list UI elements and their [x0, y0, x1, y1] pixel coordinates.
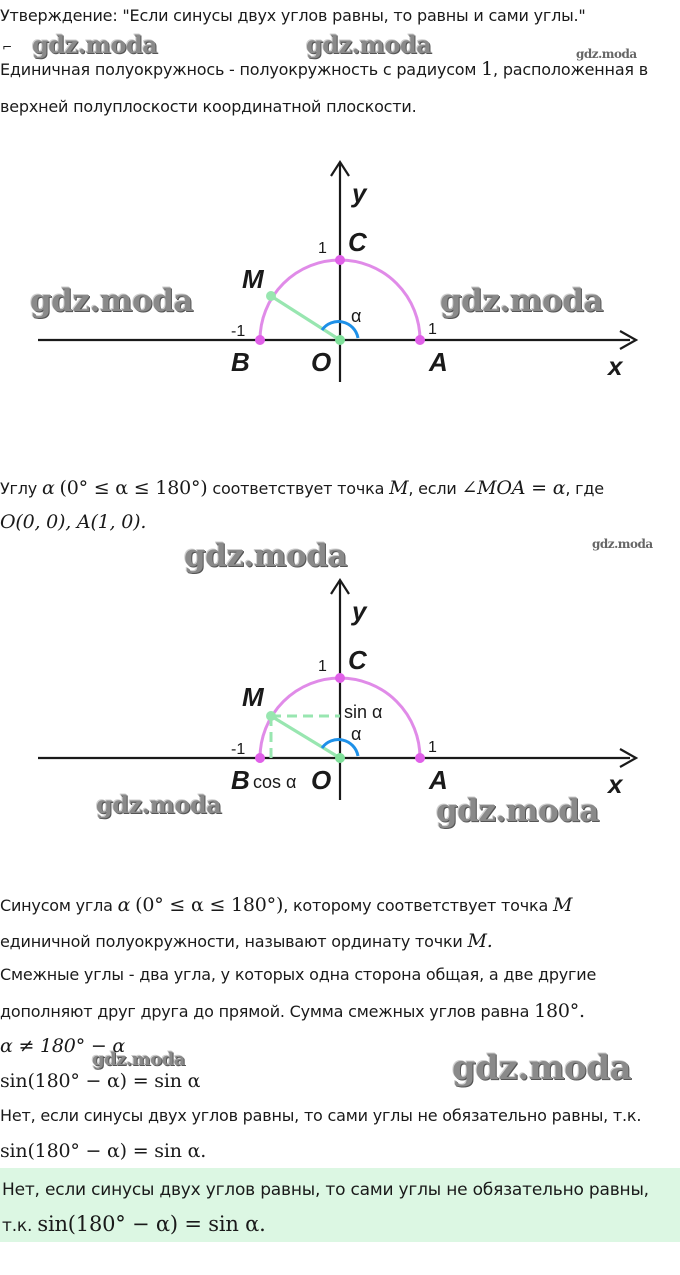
label-c: C [348, 645, 367, 675]
label-y: y [352, 178, 367, 208]
radius-om [271, 716, 340, 758]
label-o: O [311, 765, 332, 795]
watermark: gdz.moda [452, 1048, 632, 1088]
label-one-right: 1 [428, 739, 437, 756]
watermark: gdz.moda [32, 30, 158, 59]
conclusion-line1: Нет, если синусы двух углов равны, то сами углы не обязательно равны, т.к. [0, 1106, 642, 1125]
label-m: M [242, 264, 264, 294]
label-x: x [608, 351, 623, 381]
label-one-right: 1 [428, 321, 437, 338]
label-cos-alpha: cos α [253, 772, 297, 792]
answer-line2: т.к. sin(180° − α) = sin α. [2, 1212, 266, 1236]
label-minus-one: -1 [231, 323, 246, 340]
point-b [255, 753, 265, 763]
formula-sine-identity: sin(180° − α) = sin α [0, 1070, 201, 1092]
conclusion-formula: sin(180° − α) = sin α. [0, 1140, 207, 1162]
sine-cosine-figure [0, 568, 680, 808]
point-a [415, 753, 425, 763]
radius-om [271, 296, 340, 340]
formula-not-equal: α ≠ 180° − α [0, 1035, 126, 1057]
label-one-top: 1 [318, 658, 327, 675]
watermark: gdz.moda [306, 30, 432, 59]
adjacent-angles-line2: дополняют друг друга до прямой. Сумма смежных углов равна 180°. [0, 1000, 585, 1022]
semicircle-definition: Единичная полуокружнось - полуокружность с радиусом 1, расположенная в [0, 58, 648, 80]
watermark: gdz.moda [30, 283, 193, 319]
watermark: gdz.moda [440, 283, 603, 319]
label-b: B [231, 765, 250, 795]
semicircle-definition-line2: верхней полуплоскости координатной плоскости. [0, 97, 417, 116]
angle-correspondence: Углу α (0° ≤ α ≤ 180°) соответствует точка M, если ∠MOA = α, где [0, 477, 604, 499]
point-m [266, 711, 276, 721]
label-a: A [429, 347, 448, 377]
watermark: gdz.moda [576, 47, 637, 61]
label-y: y [352, 596, 367, 626]
label-o: O [311, 347, 332, 377]
watermark: gdz.moda [184, 538, 347, 574]
answer-line1: Нет, если синусы двух углов равны, то сами углы не обязательно равны, [2, 1180, 649, 1200]
watermark: gdz.moda [92, 1049, 185, 1070]
point-o [335, 335, 345, 345]
point-c [335, 255, 345, 265]
point-b [255, 335, 265, 345]
label-m: M [242, 682, 264, 712]
label-a: A [429, 765, 448, 795]
point-a [415, 335, 425, 345]
watermark: gdz.moda [96, 790, 222, 819]
sine-definition-line2: единичной полуокружности, называют ординату точки M. [0, 930, 493, 952]
label-x: x [608, 769, 623, 799]
label-alpha: α [351, 306, 362, 326]
point-m [266, 291, 276, 301]
watermark: gdz.moda [592, 537, 653, 551]
label-one-top: 1 [318, 240, 327, 257]
sine-definition: Синусом угла α (0° ≤ α ≤ 180°), которому соответствует точка M [0, 894, 573, 916]
label-minus-one: -1 [231, 741, 246, 758]
watermark: gdz.moda [436, 793, 599, 829]
adjacent-angles-line1: Смежные углы - два угла, у которых одна сторона общая, а две другие [0, 965, 597, 984]
stray-mark: ⌐ [2, 40, 12, 54]
label-sin-alpha: sin α [344, 702, 383, 722]
statement-text: Утверждение: "Если синусы двух углов равны, то равны и сами углы." [0, 6, 586, 25]
angle-coordinates: O(0, 0), A(1, 0). [0, 511, 147, 533]
answer-box [0, 1168, 680, 1242]
label-alpha: α [351, 724, 362, 744]
label-c: C [348, 227, 367, 257]
label-b: B [231, 347, 250, 377]
point-o [335, 753, 345, 763]
point-c [335, 673, 345, 683]
unit-semicircle-figure [0, 150, 680, 390]
